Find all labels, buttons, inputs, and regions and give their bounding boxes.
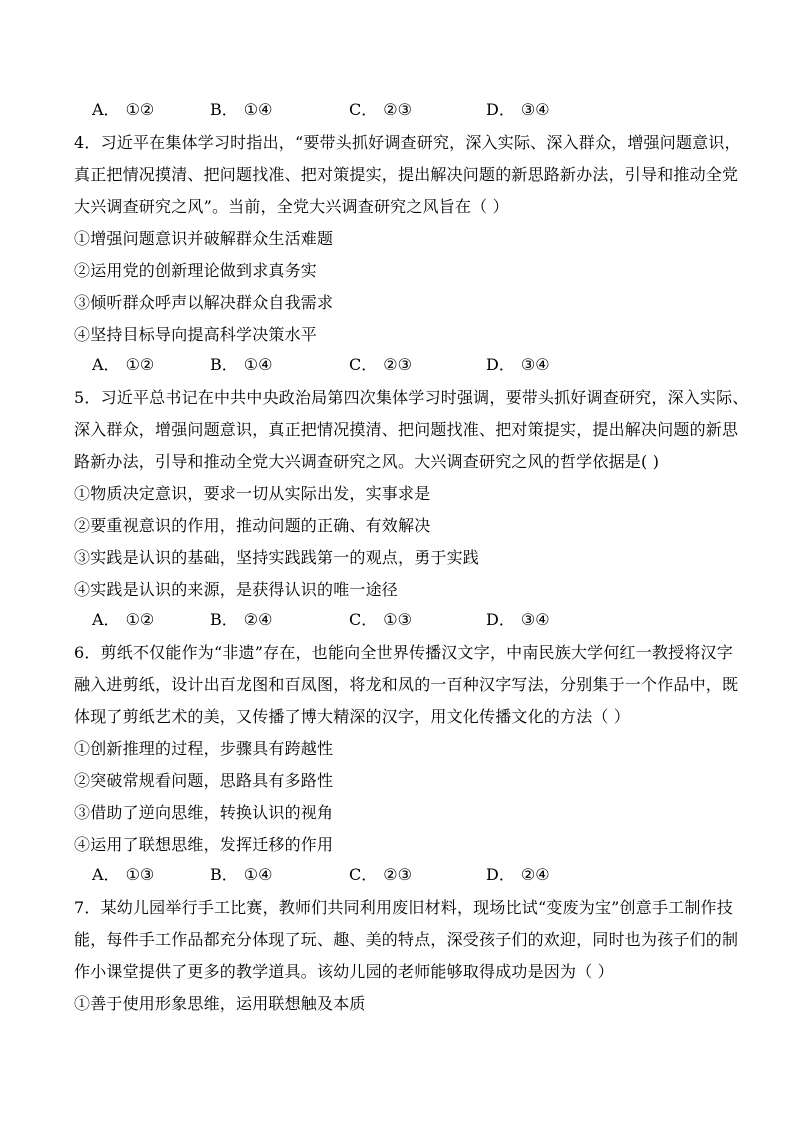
option-b[interactable]: B． ①④ (210, 100, 273, 119)
option-c[interactable]: C． ②③ (349, 865, 412, 884)
statement-1: ①物质决定意识，要求一切从实际出发，实事求是 (74, 484, 431, 503)
question-stem-line: 4．习近平在集体学习时指出，“要带头抓好调查研究，深入实际、深入群众，增强问题意识， (74, 133, 741, 152)
option-a[interactable]: A． ①② (92, 355, 155, 374)
option-c[interactable]: C． ②③ (349, 355, 412, 374)
question-stem-line: 7．某幼儿园举行手工比赛，教师们共同利用废旧材料，现场比试“变废为宝”创意手工制作技 (74, 898, 733, 917)
question-stem-line: 体现了剪纸艺术的美，又传播了博大精深的汉字，用文化传播文化的方法（ ） (74, 707, 631, 726)
option-a[interactable]: A． ①② (92, 610, 155, 629)
statement-2: ②要重视意识的作用，推动问题的正确、有效解决 (74, 516, 431, 535)
statement-3: ③实践是认识的基础，坚持实践践第一的观点，勇于实践 (74, 548, 480, 567)
statement-2: ②突破常规看问题，思路具有多路性 (74, 771, 334, 790)
option-a[interactable]: A． ①③ (92, 865, 155, 884)
question-stem-line: 5．习近平总书记在中共中央政治局第四次集体学习时强调，要带头抓好调查研究，深入实际、 (74, 388, 749, 407)
question-stem-line: 大兴调查研究之风”。当前，全党大兴调查研究之风旨在（ ） (74, 197, 509, 216)
option-a[interactable]: A． ①② (92, 100, 155, 119)
option-d[interactable]: D． ③④ (486, 610, 550, 629)
question-stem-line: 路新办法，引导和推动全党大兴调查研究之风。大兴调查研究之风的哲学依据是( ) (74, 452, 660, 471)
option-b[interactable]: B． ①④ (210, 865, 273, 884)
statement-1: ①创新推理的过程，步骤具有跨越性 (74, 739, 334, 758)
option-c[interactable]: C． ②③ (349, 100, 412, 119)
option-d[interactable]: D． ②④ (486, 865, 550, 884)
question-stem-line: 融入进剪纸，设计出百龙图和百凤图，将龙和凤的一百种汉字写法，分别集于一个作品中，既 (74, 675, 739, 694)
question-stem-line: 真正把情况摸清、把问题找准、把对策提实，提出解决问题的新思路新办法，引导和推动全党 (74, 165, 739, 184)
statement-4: ④运用了联想思维，发挥迁移的作用 (74, 835, 334, 854)
option-b[interactable]: B． ②④ (210, 610, 273, 629)
question-stem-line: 深入群众，增强问题意识，真正把情况摸清、把问题找准、把对策提实，提出解决问题的新思 (74, 420, 739, 439)
option-d[interactable]: D． ③④ (486, 100, 550, 119)
question-stem-line: 作小课堂提供了更多的教学道具。该幼儿园的老师能够取得成功是因为（ ） (74, 962, 614, 981)
question-stem-line: 6．剪纸不仅能作为“非遗”存在，也能向全世界传播汉文字，中南民族大学何红一教授将汉字 (74, 643, 733, 662)
question-stem-line: 能，每件手工作品都充分体现了玩、趣、美的特点，深受孩子们的欢迎，同时也为孩子们的制 (74, 930, 739, 949)
statement-1: ①增强问题意识并破解群众生活难题 (74, 229, 334, 248)
statement-2: ②运用党的创新理论做到求真务实 (74, 261, 318, 280)
statement-4: ④实践是认识的来源，是获得认识的唯一途径 (74, 580, 399, 599)
option-b[interactable]: B． ①④ (210, 355, 273, 374)
statement-3: ③倾听群众呼声以解决群众自我需求 (74, 293, 334, 312)
statement-3: ③借助了逆向思维，转换认识的视角 (74, 803, 334, 822)
option-c[interactable]: C． ①③ (349, 610, 412, 629)
option-d[interactable]: D． ③④ (486, 355, 550, 374)
statement-4: ④坚持目标导向提高科学决策水平 (74, 325, 318, 344)
statement-1: ①善于使用形象思维，运用联想触及本质 (74, 994, 366, 1013)
